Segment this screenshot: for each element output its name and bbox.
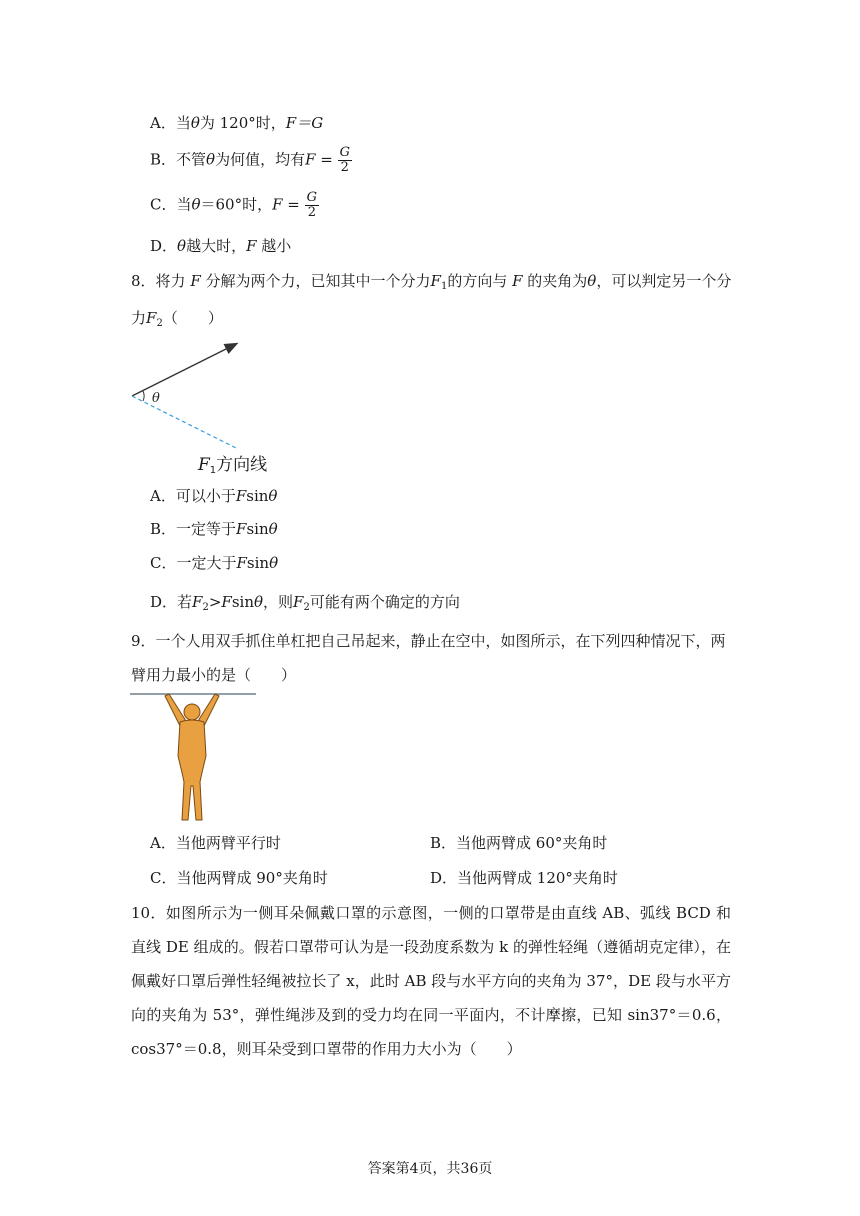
angle-arc [143, 391, 144, 401]
force-f-arrow [132, 344, 236, 396]
hanging-person-figure [128, 686, 258, 826]
f1-direction-line [132, 396, 236, 448]
q9-option-b: B．当他两臂成 60°夹角时 [430, 834, 608, 852]
q8-option-b: B．一定等于Fsinθ [150, 520, 278, 538]
q9-stem-line2: 臂用力最小的是（ ） [131, 666, 297, 684]
q7-option-c: C．当θ＝60°时，F = $\frac{G}{2}$ [150, 190, 318, 220]
q9-option-d: D．当他两臂成 120°夹角时 [430, 869, 618, 887]
q9-option-c: C．当他两臂成 90°夹角时 [150, 869, 328, 887]
q8-stem-line2: 力$F_2$（ ） [131, 309, 223, 329]
f1-direction-label: $F_1$方向线 [198, 455, 268, 476]
fraction-g-over-2: $\frac{G}{2}$ [339, 145, 350, 175]
fraction-g-over-2: $\frac{G}{2}$ [306, 190, 318, 220]
page-footer: 答案第4页，共36页 [367, 1161, 493, 1177]
q9-option-a: A．当他两臂平行时 [150, 834, 281, 852]
q7-option-a: A．当θ为 120°时，F＝G [150, 114, 324, 132]
q7-option-b: B．不管θ为何值，均有F = $\frac{G}{2}$ [150, 145, 350, 175]
q9-stem-line1: 9．一个人用双手抓住单杠把自己吊起来，静止在空中，如图所示，在下列四种情况下，两 [131, 632, 726, 650]
q8-stem-line1: 8．将力 F 分解为两个力，已知其中一个分力$F_1$的方向与 F 的夹角为θ，可以判定另一个分 [131, 272, 732, 292]
angle-theta-label: θ [152, 391, 160, 406]
q8-option-d: D．若$F_2>Fsin\theta$，则$F_2$可能有两个确定的方向 [150, 593, 460, 613]
q8-option-c: C．一定大于Fsinθ [150, 554, 279, 572]
q8-option-a: A．可以小于Fsinθ [150, 487, 278, 505]
q10-stem: 10．如图所示为一侧耳朵佩戴口罩的示意图，一侧的口罩带是由直线 AB、弧线 BCD 和直线 DE 组成的。假若口罩带可认为是一段劲度系数为 k 的弹性轻绳（遵循胡克定律），在佩戴好口罩后弹性轻绳被拉长了 x，此时 AB 段与水平方向的夹角为 37°，DE 段与水平方向的夹角为 53°，弹性绳涉及到的受力均在同一平面内，不计摩擦，已知 sin37°＝0.6，cos37°＝0.8，则耳朵受到口罩带的作用力大小为（ ） [131, 904, 731, 1058]
person-silhouette [165, 694, 219, 820]
q7-option-d: D．θ越大时，F 越小 [150, 237, 292, 255]
